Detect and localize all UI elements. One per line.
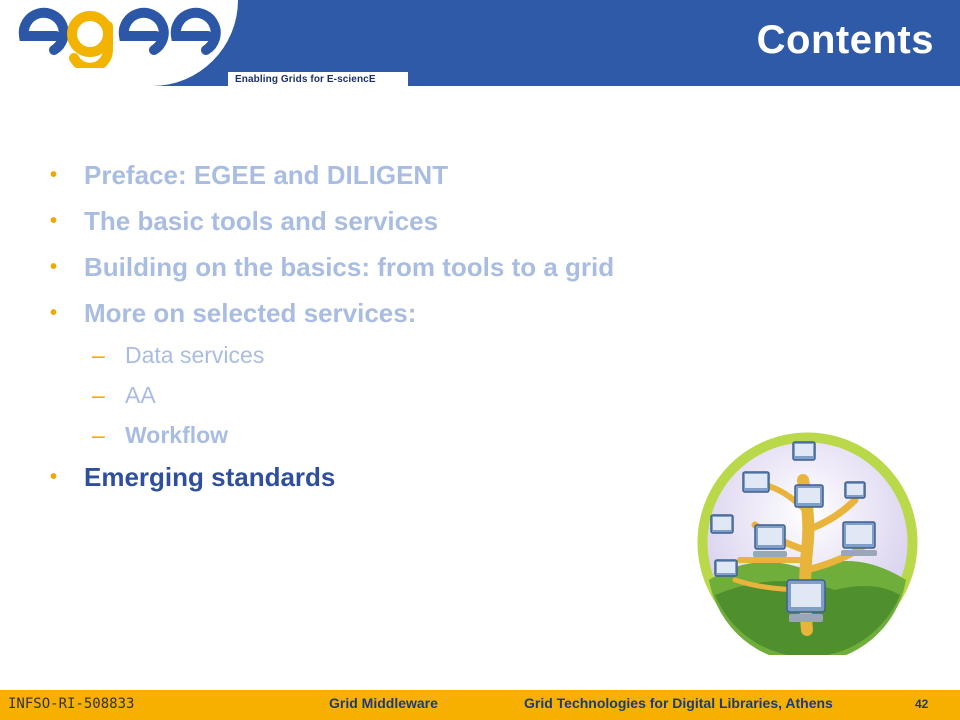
dash-icon: – [92,382,105,408]
dash-icon: – [92,342,105,368]
list-item-label: More on selected services: [84,298,417,328]
logo [0,0,238,86]
dash-icon: – [92,422,105,448]
list-item-label: The basic tools and services [84,206,439,236]
sub-list-item-label: Data services [125,342,265,368]
bullet-icon: • [50,466,58,488]
footer-bar [0,690,960,720]
bullet-icon: • [50,210,58,232]
page-number: 42 [915,697,929,711]
bullet-icon: • [50,302,58,324]
sub-list-item-label: AA [125,382,156,408]
sub-list-item-label: Workflow [125,422,229,448]
footer-section: Grid Middleware [329,695,438,711]
list-item-label: Emerging standards [84,462,336,492]
slide-title: Contents [756,18,934,62]
list-item-label: Building on the basics: from tools to a grid [84,252,615,282]
project-code: INFSO-RI-508833 [8,696,135,712]
egee-logo-icon [12,6,222,68]
computer-tree-illustration-icon [695,430,920,655]
bullet-icon: • [50,164,58,186]
footer-event: Grid Technologies for Digital Libraries, Athens [524,695,833,711]
list-item-label: Preface: EGEE and DILIGENT [84,160,449,190]
tagline: Enabling Grids for E-sciencE [235,74,376,85]
bullet-icon: • [50,256,58,278]
